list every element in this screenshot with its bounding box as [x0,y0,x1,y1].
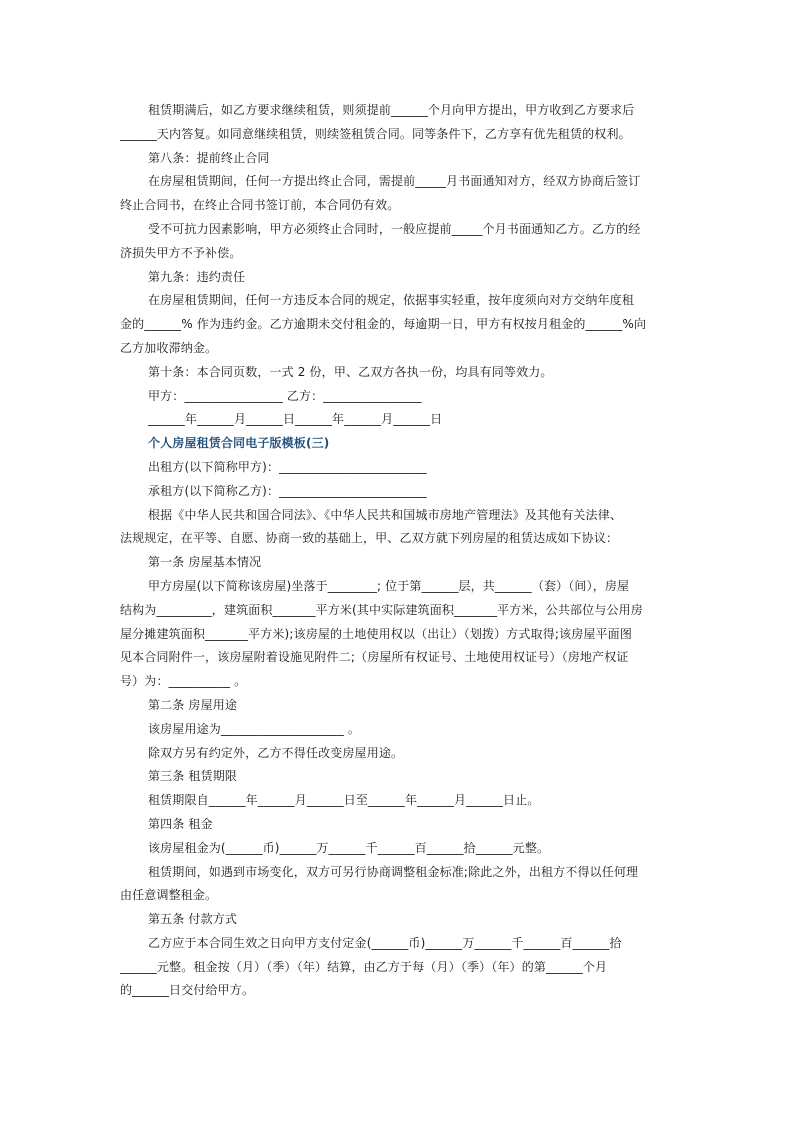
paragraph-line: ______元整。租金按（月）（季）（年）结算，由乙方于每（月）（季）（年）的第______个月 [120,959,608,974]
lessor-line: 出租方(以下简称甲方)：________________________ [148,459,427,474]
paragraph-line: 乙方应于本合同生效之日向甲方支付定金(______币)______万______千______百______拾 [148,935,622,950]
paragraph-line: 租赁期间，如遇到市场变化，双方可另行协商调整租金标准;除此之外，出租方不得以任何理 [148,864,639,879]
paragraph-line: 终止合同书，在终止合同书签订前，本合同仍有效。 [120,198,400,213]
paragraph-line: 除双方另有约定外，乙方不得任改变房屋用途。 [148,745,404,760]
paragraph-line: 该房屋用途为____________________ 。 [148,721,361,736]
article-heading: 第九条：违约责任 [148,269,246,284]
paragraph-line: ______天内答复。如同意继续租赁，则续签租赁合同。同等条件下，乙方享有优先租赁的权利。 [120,126,631,141]
article-heading: 第八条：提前终止合同 [148,150,270,165]
article-heading: 第四条 租金 [148,816,213,831]
paragraph-line: 该房屋租金为(______币)______万______千______百______拾______元整。 [148,840,550,855]
article-heading: 第五条 付款方式 [148,912,238,927]
paragraph-line: 甲方房屋(以下简称该房屋)坐落于________; 位于第______层，共______（套）（间），房屋 [148,578,630,593]
article-heading: 第三条 租赁期限 [148,769,238,784]
paragraph-line: 济损失甲方不予补偿。 [120,245,242,260]
paragraph-line: 号）为：__________ 。 [120,674,247,689]
article-heading: 第二条 房屋用途 [148,697,238,712]
paragraph-line: 见本合同附件一，该房屋附着设施见附件二;（房屋所有权证号、土地使用权证号）（房地产权证 [120,650,629,665]
paragraph-line: 在房屋租赁期间，任何一方违反本合同的规定，依据事实轻重，按年度须向对方交纳年度租 [148,293,635,308]
signature-line: 甲方：________________ 乙方：________________ [148,388,422,403]
paragraph-line: 在房屋租赁期间，任何一方提出终止合同，需提前_____月书面通知对方，经双方协商后签订 [148,174,641,189]
paragraph-line: 金的______% 作为违约金。乙方逾期未交付租金的，每逾期一日，甲方有权按月租金的______%向 [120,317,647,332]
paragraph-line: 乙方加收滞纳金。 [120,340,218,355]
article-heading: 第一条 房屋基本情况 [148,555,262,570]
section-title: 个人房屋租赁合同电子版模板(三) [148,436,330,451]
paragraph-line: 的______日交付给甲方。 [120,983,255,998]
paragraph-line: 屋分摊建筑面积_______平方米);该房屋的土地使用权以（出让）（划拨）方式取得;该房屋平面图 [120,626,632,641]
paragraph-line: 法规规定，在平等、自愿、协商一致的基础上，甲、乙双方就下列房屋的租赁达成如下协议： [120,531,619,546]
contract-body [120,99,680,1003]
paragraph-line: 结构为_________，建筑面积_______平方米(其中实际建筑面积_______平方米，公共部位与公用房 [120,602,643,617]
lessee-line: 承租方(以下简称乙方)：________________________ [148,483,427,498]
paragraph-line: 受不可抗力因素影响，甲方必须终止合同时，一般应提前_____个月书面通知乙方。乙方的经 [148,221,641,236]
paragraph-line: 租赁期限自______年______月______日至______年______月______日止。 [148,793,540,808]
date-line: ______年______月______日______年______月______日 [148,412,443,427]
paragraph-line: 由任意调整租金。 [120,888,218,903]
paragraph-line: 第十条：本合同页数，一式 2 份，甲、乙双方各执一份，均具有同等效力。 [148,364,553,379]
paragraph-line: 根据《中华人民共和国合同法》、《中华人民共和国城市房地产管理法》及其他有关法律、 [148,507,623,522]
paragraph-line: 租赁期满后，如乙方要求继续租赁，则须提前______个月向甲方提出，甲方收到乙方要求后 [148,103,635,117]
